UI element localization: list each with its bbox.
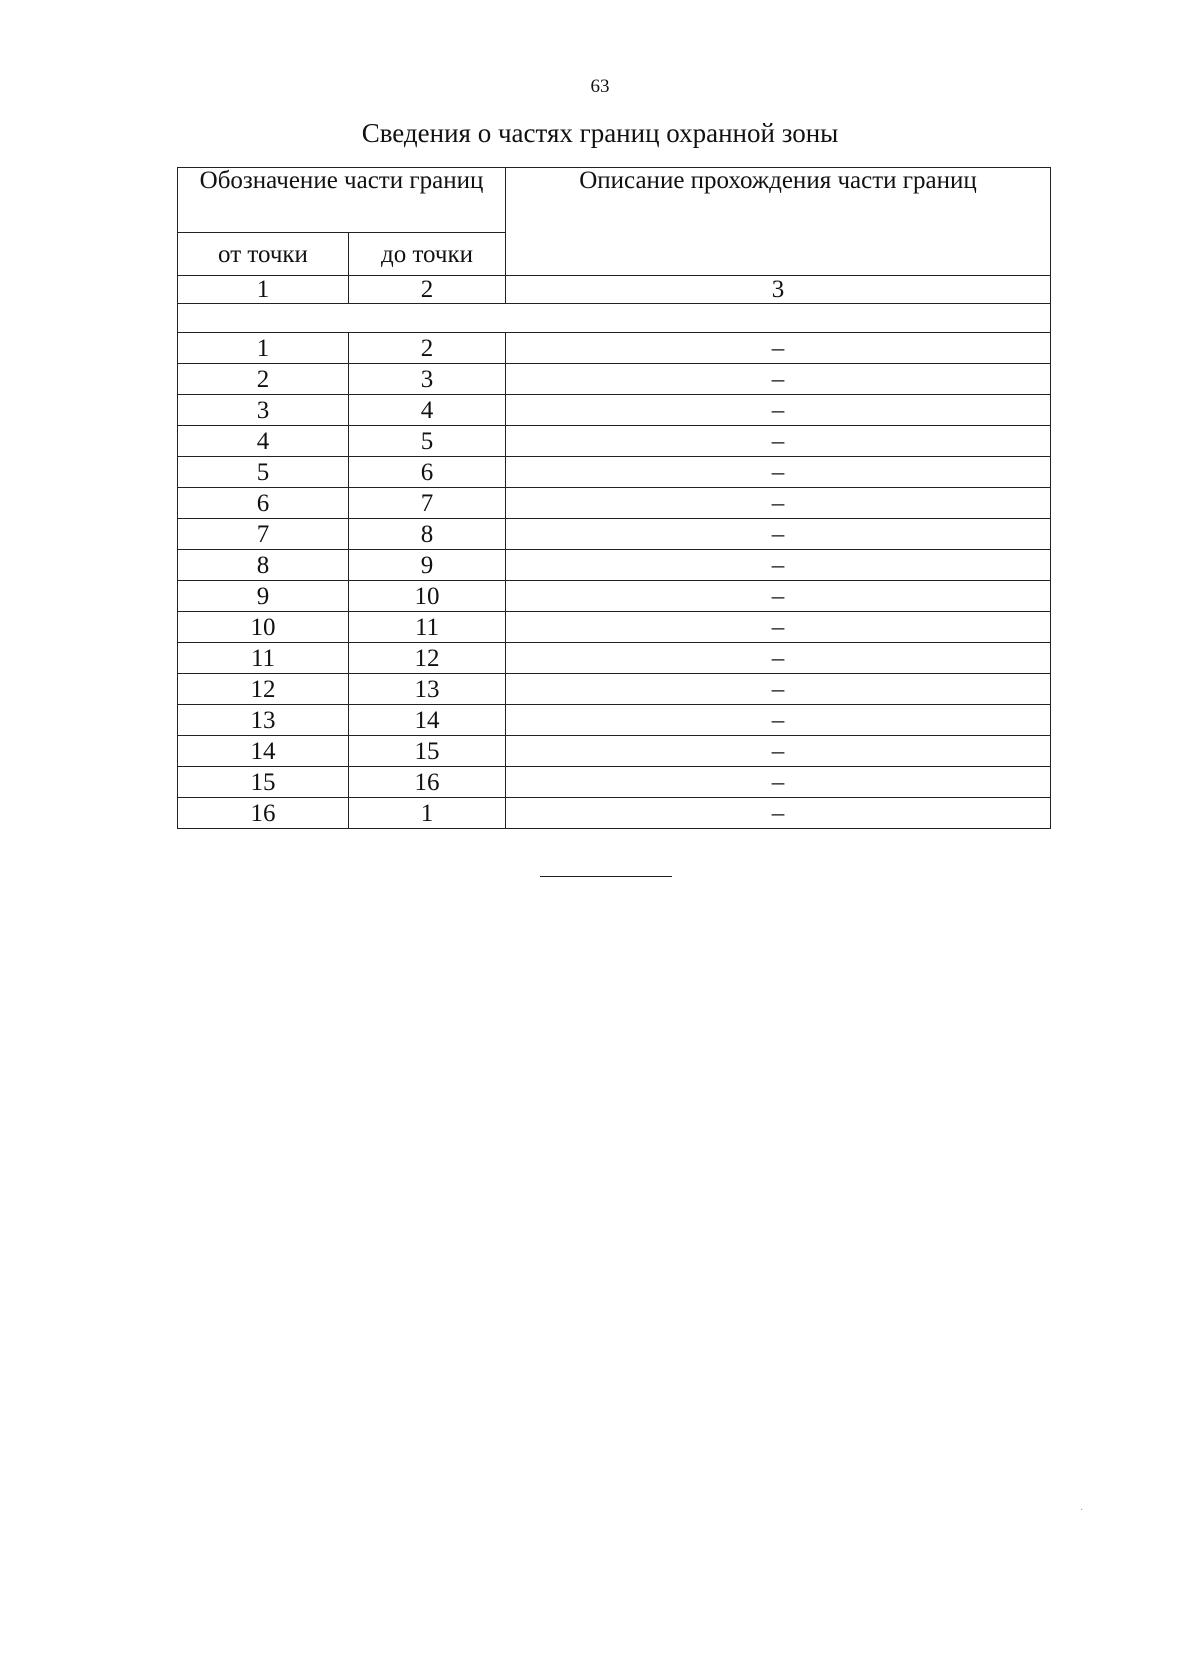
table-row bbox=[178, 767, 1051, 798]
cell-to-point: 2 bbox=[349, 333, 506, 364]
cell-to-point: 6 bbox=[349, 457, 506, 488]
column-number: 3 bbox=[506, 276, 1051, 304]
cell-to-point: 9 bbox=[349, 550, 506, 581]
table-row bbox=[178, 798, 1051, 829]
cell-description: – bbox=[506, 426, 1051, 457]
boundary-parts-table bbox=[177, 167, 1051, 829]
table-row bbox=[178, 550, 1051, 581]
cell-to-point: 4 bbox=[349, 395, 506, 426]
cell-description: – bbox=[506, 519, 1051, 550]
cell-to-point: 13 bbox=[349, 674, 506, 705]
table-row bbox=[178, 395, 1051, 426]
cell-from-point: 4 bbox=[178, 426, 349, 457]
cell-from-point: 9 bbox=[178, 581, 349, 612]
table-row bbox=[178, 612, 1051, 643]
cell-from-point: 5 bbox=[178, 457, 349, 488]
cell-from-point: 14 bbox=[178, 736, 349, 767]
cell-to-point: 11 bbox=[349, 612, 506, 643]
cell-to-point: 1 bbox=[349, 798, 506, 829]
cell-description: – bbox=[506, 333, 1051, 364]
cell-from-point: 3 bbox=[178, 395, 349, 426]
cell-description: – bbox=[506, 364, 1051, 395]
header-to-point: до точки bbox=[349, 233, 506, 276]
cell-description: – bbox=[506, 767, 1051, 798]
cell-from-point: 15 bbox=[178, 767, 349, 798]
cell-description: – bbox=[506, 643, 1051, 674]
header-description: Описание прохождения части границ bbox=[506, 168, 1051, 276]
empty-section-cell bbox=[178, 304, 1051, 333]
cell-from-point: 8 bbox=[178, 550, 349, 581]
header-from-point: от точки bbox=[178, 233, 349, 276]
cell-to-point: 5 bbox=[349, 426, 506, 457]
cell-description: – bbox=[506, 736, 1051, 767]
page-number: 63 bbox=[590, 76, 610, 97]
cell-description: – bbox=[506, 798, 1051, 829]
end-rule-divider bbox=[540, 876, 672, 877]
cell-from-point: 10 bbox=[178, 612, 349, 643]
cell-from-point: 7 bbox=[178, 519, 349, 550]
cell-from-point: 1 bbox=[178, 333, 349, 364]
cell-description: – bbox=[506, 457, 1051, 488]
cell-description: – bbox=[506, 395, 1051, 426]
column-numbers-row bbox=[178, 276, 1051, 304]
cell-from-point: 13 bbox=[178, 705, 349, 736]
table-row bbox=[178, 581, 1051, 612]
cell-description: – bbox=[506, 581, 1051, 612]
table-row bbox=[178, 674, 1051, 705]
table-row bbox=[178, 705, 1051, 736]
column-number: 2 bbox=[349, 276, 506, 304]
table-header-row bbox=[178, 168, 1051, 233]
empty-section-row bbox=[178, 304, 1051, 333]
cell-description: – bbox=[506, 612, 1051, 643]
cell-to-point: 12 bbox=[349, 643, 506, 674]
table-row bbox=[178, 643, 1051, 674]
cell-to-point: 3 bbox=[349, 364, 506, 395]
table-row bbox=[178, 333, 1051, 364]
table-row bbox=[178, 457, 1051, 488]
cell-to-point: 7 bbox=[349, 488, 506, 519]
cell-from-point: 16 bbox=[178, 798, 349, 829]
cell-description: – bbox=[506, 488, 1051, 519]
header-designation: Обозначение части границ bbox=[178, 168, 506, 233]
cell-from-point: 11 bbox=[178, 643, 349, 674]
table-row bbox=[178, 736, 1051, 767]
page-title: Сведения о частях границ охранной зоны bbox=[361, 118, 839, 148]
cell-description: – bbox=[506, 705, 1051, 736]
table-row bbox=[178, 364, 1051, 395]
cell-to-point: 10 bbox=[349, 581, 506, 612]
table-row bbox=[178, 519, 1051, 550]
cell-to-point: 8 bbox=[349, 519, 506, 550]
column-number: 1 bbox=[178, 276, 349, 304]
cell-from-point: 2 bbox=[178, 364, 349, 395]
table-row bbox=[178, 426, 1051, 457]
cell-to-point: 14 bbox=[349, 705, 506, 736]
scan-speck: · bbox=[1080, 1505, 1084, 1516]
cell-from-point: 12 bbox=[178, 674, 349, 705]
cell-description: – bbox=[506, 550, 1051, 581]
cell-to-point: 16 bbox=[349, 767, 506, 798]
table-body bbox=[178, 333, 1051, 829]
cell-description: – bbox=[506, 674, 1051, 705]
table-row bbox=[178, 488, 1051, 519]
cell-to-point: 15 bbox=[349, 736, 506, 767]
cell-from-point: 6 bbox=[178, 488, 349, 519]
